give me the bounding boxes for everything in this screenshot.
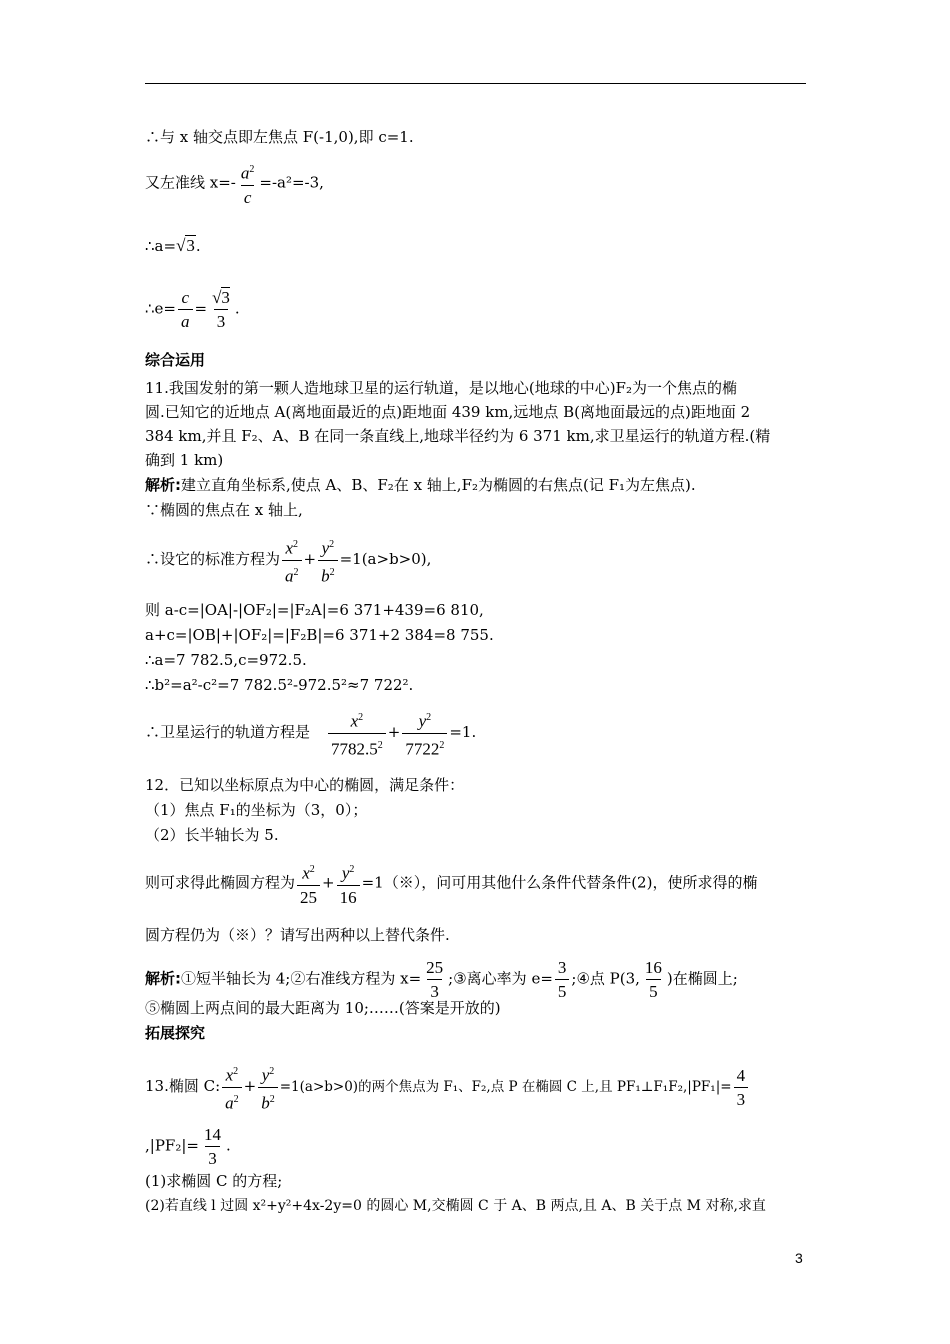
solution-label: 解析:	[145, 476, 181, 494]
fraction	[178, 288, 193, 331]
num: x	[225, 1065, 234, 1085]
radicand: 3	[221, 288, 230, 307]
text: +	[387, 723, 401, 742]
num: y	[321, 538, 330, 558]
text: +	[303, 550, 317, 569]
text-line: 384 km,并且 F₂、A、B 在同一条直线上,地球半径约为 6 371 km,求卫星运行的轨道方程.(精	[145, 427, 771, 445]
den: a	[178, 309, 193, 331]
fraction	[201, 1125, 224, 1168]
num: 4	[736, 1065, 746, 1085]
formula-line	[145, 160, 324, 207]
text: ①短半轴长为 4;②右准线方程为 x=	[181, 969, 422, 988]
text-line	[145, 475, 696, 495]
num: 16	[644, 958, 662, 977]
text: 建立直角坐标系,使点 A、B、F₂在 x 轴上,F₂为椭圆的右焦点(记 F₁为左焦点).	[181, 476, 696, 494]
formula-line	[145, 860, 757, 907]
text: 则可求得此椭圆方程为	[145, 873, 296, 892]
fraction	[222, 1062, 242, 1112]
sup: 2	[249, 164, 255, 175]
sup: 2	[329, 566, 335, 578]
fraction	[337, 860, 360, 907]
sup: 2	[439, 739, 445, 751]
text: =1.	[449, 723, 477, 742]
num: x	[302, 863, 310, 883]
formula-line	[145, 708, 476, 758]
den: b	[321, 566, 330, 586]
den: 3	[427, 979, 442, 1001]
text-line: 12．已知以坐标原点为中心的椭圆，满足条件：	[145, 776, 465, 794]
text: ∴a=	[145, 237, 177, 255]
fraction	[282, 535, 302, 585]
fraction	[238, 160, 258, 207]
den: 16	[337, 885, 360, 907]
fraction	[734, 1066, 749, 1109]
text-line: (2)若直线 l 过圆 x²+y²+4x-2y=0 的圆心 M,交椭圆 C 于 A、B 两点,且 A、B 关于点 M 对称,求直	[145, 1198, 766, 1214]
num: a	[240, 163, 250, 183]
num: y	[418, 711, 427, 731]
text: ∴设它的标准方程为	[145, 550, 281, 569]
den: 3	[734, 1087, 749, 1109]
fraction	[318, 535, 338, 585]
sup: 2	[293, 566, 299, 578]
text: ∴e=	[145, 299, 176, 318]
sup: 2	[269, 1093, 275, 1105]
fraction	[258, 1062, 278, 1112]
text: =-a²=-3,	[259, 173, 324, 192]
text: ∴卫星运行的轨道方程是	[145, 723, 311, 742]
text: )在椭圆上;	[666, 969, 738, 988]
num: 25	[426, 958, 444, 977]
sup: 2	[329, 539, 335, 550]
formula-line	[145, 1125, 231, 1168]
section-heading: 综合运用	[145, 351, 206, 369]
text-line: (1)求椭圆 C 的方程;	[145, 1172, 283, 1190]
num: y	[341, 863, 350, 883]
header-rule	[145, 83, 806, 84]
text-line: 则 a-c=|OA|-|OF₂|=|F₂A|=6 371+439=6 810,	[145, 601, 484, 619]
text-line: ∵椭圆的焦点在 x 轴上,	[145, 501, 303, 519]
fraction	[297, 860, 320, 907]
text-line: 确到 1 km)	[145, 451, 224, 469]
sup: 2	[269, 1066, 275, 1077]
fraction	[555, 958, 570, 1001]
formula-line	[145, 236, 201, 256]
text-line: （1）焦点 F₁的坐标为（3，0）；	[145, 801, 368, 819]
text: =1（※），问可用其他什么条件代替条件(2)，使所求得的椭	[361, 873, 758, 892]
text-line: ⑤椭圆上两点间的最大距离为 10;……(答案是开放的)	[145, 999, 501, 1017]
den: c	[241, 185, 255, 207]
text-line: 圆.已知它的近地点 A(离地面最近的点)距地面 439 km,远地点 B(离地面最远的点)距地面 2	[145, 403, 751, 421]
den: a	[285, 566, 294, 586]
text: =1(a>b>0)的两个焦点为 F₁、F₂,点 P 在椭圆 C 上,且 PF₁⊥F₁F₂,|PF₁|=	[279, 1079, 732, 1096]
sup: 2	[233, 1066, 239, 1077]
num: 14	[203, 1125, 221, 1144]
num: x	[285, 538, 294, 558]
text: 又左准线 x=-	[145, 173, 236, 192]
den: 25	[297, 885, 320, 907]
fraction: $\frac{√3}{3}$	[212, 288, 230, 331]
num: 3	[557, 958, 567, 977]
fraction	[328, 708, 386, 758]
solution-label: 解析:	[145, 969, 181, 988]
text-line: 11.我国发射的第一颗人造地球卫星的运行轨道，是以地心(地球的中心)F₂为一个焦点的椭	[145, 379, 737, 397]
sqrt: √3	[176, 236, 195, 255]
text-line: ∴与 x 轴交点即左焦点 F(-1,0),即 c=1.	[145, 128, 414, 146]
fraction	[402, 708, 447, 758]
den: 7722	[405, 739, 440, 759]
fraction	[642, 958, 665, 1001]
formula-line	[145, 1062, 750, 1112]
section-heading: 拓展探究	[145, 1024, 206, 1042]
sup: 2	[293, 539, 299, 550]
text: 13.椭圆 C:	[145, 1077, 221, 1096]
sup: 2	[377, 739, 383, 751]
den: b	[261, 1093, 270, 1113]
text: +	[322, 873, 335, 892]
text-line: （2）长半轴长为 5.	[145, 826, 279, 844]
num: c	[181, 288, 190, 307]
sup: 2	[358, 712, 364, 723]
num: x	[350, 711, 359, 731]
sup: 2	[233, 1093, 239, 1105]
radicand: 3	[186, 236, 195, 255]
text: ;③离心率为 e=	[448, 969, 553, 988]
text: ,|PF₂|=	[145, 1136, 199, 1155]
text: =	[194, 299, 208, 318]
sup: 2	[349, 864, 355, 875]
text-line: 圆方程仍为（※）？请写出两种以上替代条件.	[145, 926, 450, 944]
den: 7782.5	[331, 739, 378, 759]
den: 3	[214, 309, 229, 331]
sup: 2	[309, 864, 315, 875]
den: a	[225, 1093, 234, 1113]
text-line: ∴a=7 782.5,c=972.5.	[145, 651, 307, 669]
formula-line	[145, 958, 738, 1001]
den: 3	[205, 1146, 220, 1168]
text: .	[234, 299, 240, 318]
text: .	[225, 1136, 231, 1155]
formula-line	[145, 288, 240, 331]
text: ;④点 P(3,	[571, 969, 640, 988]
text: +	[243, 1077, 257, 1096]
fraction	[423, 958, 446, 1001]
text-line: ∴b²=a²-c²=7 782.5²-972.5²≈7 722².	[145, 676, 414, 694]
formula-line	[145, 535, 431, 585]
page-number: 3	[795, 1250, 803, 1266]
num: y	[261, 1065, 270, 1085]
text-line: a+c=|OB|+|OF₂|=|F₂B|=6 371+2 384=8 755.	[145, 626, 494, 644]
sup: 2	[426, 712, 432, 723]
text: =1(a>b>0),	[339, 550, 432, 569]
den: 5	[646, 979, 661, 1001]
den: 5	[555, 979, 570, 1001]
text: .	[195, 237, 201, 255]
